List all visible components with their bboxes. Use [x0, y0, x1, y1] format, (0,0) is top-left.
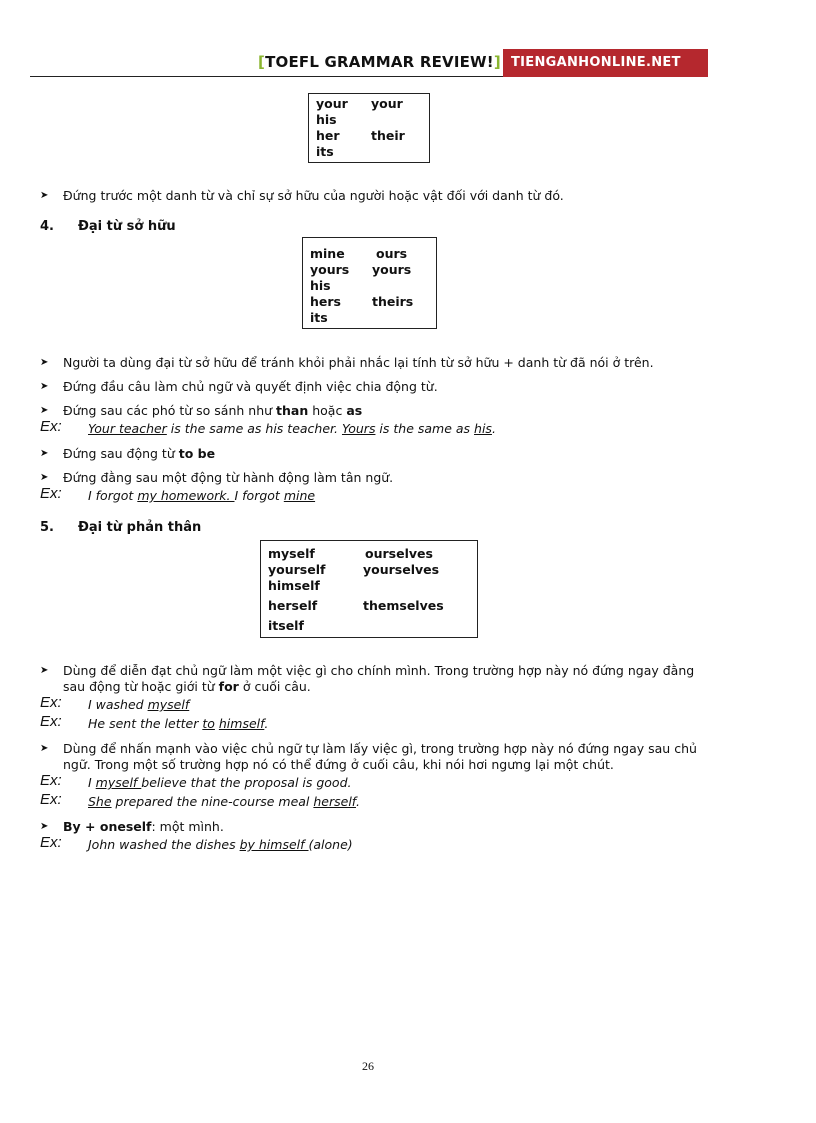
keyword: By + oneself — [63, 819, 152, 834]
table-cell: his — [310, 278, 331, 293]
bullet-arrow-icon: ➤ — [40, 190, 49, 201]
bullet-arrow-icon: ➤ — [40, 665, 49, 676]
bullet-arrow-icon: ➤ — [40, 472, 49, 483]
text-fragment: is the same as his teacher. — [166, 421, 342, 436]
bullet-text: Đứng trước một danh từ và chỉ sự sở hữu của người hoặc vật đối với danh từ đó. — [63, 188, 564, 203]
page-number: 26 — [362, 1059, 374, 1073]
section-title: Đại từ phản thân — [78, 520, 202, 535]
example-label: Ex: — [40, 418, 62, 435]
example-sentence — [88, 488, 315, 503]
keyword: as — [346, 403, 363, 418]
text-fragment: Đứng sau động từ — [63, 446, 179, 461]
table-cell: ours — [376, 246, 408, 261]
table-cell: your — [316, 96, 348, 111]
bullet-arrow-icon: ➤ — [40, 381, 49, 392]
example-label: Ex: — [40, 694, 62, 711]
text-fragment: He sent the letter — [88, 716, 203, 731]
text-fragment: : một mình. — [151, 819, 224, 834]
possessive-pronoun-table — [302, 237, 437, 329]
table-cell: herself — [268, 598, 318, 613]
bullet-text: Đứng đầu câu làm chủ ngữ và quyết định việc chia động từ. — [63, 379, 438, 394]
example-sentence — [88, 697, 189, 712]
keyword: to be — [178, 446, 216, 461]
text-fragment: (alone) — [308, 837, 353, 852]
example-sentence — [88, 421, 496, 436]
bullet-arrow-icon: ➤ — [40, 357, 49, 368]
table-cell: themselves — [363, 598, 444, 613]
text-fragment: . — [491, 421, 496, 436]
example-sentence — [88, 837, 353, 852]
underlined-word: my homework. — [137, 488, 235, 503]
table-cell: her — [316, 128, 340, 143]
bullet-text — [63, 818, 224, 835]
table-cell: yourselves — [363, 562, 440, 577]
site-badge: TIENGANHONLINE.NET — [503, 49, 708, 77]
underlined-word: mine — [283, 488, 316, 503]
table-cell: theirs — [372, 294, 414, 309]
section-title: Đại từ sở hữu — [78, 219, 176, 234]
bullet-text — [63, 445, 215, 462]
bullet-text: Đứng đằng sau một động từ hành động làm tân ngữ. — [63, 470, 394, 485]
table-cell: mine — [310, 246, 345, 261]
section-number: 4. — [40, 219, 54, 234]
example-label: Ex: — [40, 772, 62, 789]
text-fragment: ở cuối câu. — [238, 679, 311, 694]
underlined-word: Your teacher — [88, 421, 167, 436]
table-cell: hers — [310, 294, 341, 309]
underlined-word: herself — [313, 794, 356, 809]
bullet-text — [63, 678, 311, 695]
table-cell: your — [371, 96, 403, 111]
table-cell: his — [316, 112, 337, 127]
text-fragment: Đứng sau các phó từ so sánh như — [63, 403, 277, 418]
text-fragment: I forgot — [88, 488, 138, 503]
text-fragment: prepared the nine-course meal — [111, 794, 314, 809]
text-fragment: believe that the proposal is good. — [141, 775, 352, 790]
text-fragment: is the same as — [375, 421, 475, 436]
table-cell: ourselves — [365, 546, 433, 561]
bullet-arrow-icon: ➤ — [40, 821, 49, 832]
reflexive-pronoun-table — [260, 540, 478, 638]
text-fragment: John washed the dishes — [88, 837, 240, 852]
keyword: for — [218, 679, 239, 694]
table-cell: yourself — [268, 562, 326, 577]
underlined-word: myself — [147, 697, 190, 712]
example-label: Ex: — [40, 834, 62, 851]
bullet-text: Người ta dùng đại từ sở hữu để tránh khỏi phải nhắc lại tính từ sở hữu + danh từ đã nói ở trên. — [63, 355, 654, 370]
bullet-text — [63, 402, 362, 419]
possessive-adjective-table — [308, 93, 430, 163]
table-cell: itself — [268, 618, 304, 633]
bullet-arrow-icon: ➤ — [40, 743, 49, 754]
section-number: 5. — [40, 520, 54, 535]
table-cell: their — [371, 128, 405, 143]
table-cell: its — [310, 310, 328, 325]
table-cell: its — [316, 144, 334, 159]
table-cell: yours — [310, 262, 350, 277]
underlined-word: She — [88, 794, 112, 809]
bullet-text: ngữ. Trong một số trường hợp nó có thể đứng ở cuối câu, khi nói hơi ngưng lại một chút. — [63, 757, 614, 772]
example-sentence — [88, 794, 360, 809]
header-bracket-close: ] — [493, 53, 501, 71]
table-cell: myself — [268, 546, 315, 561]
underlined-word: Yours — [341, 421, 376, 436]
example-label: Ex: — [40, 791, 62, 808]
text-fragment: . — [264, 716, 269, 731]
header-title — [258, 53, 501, 71]
bullet-arrow-icon: ➤ — [40, 448, 49, 459]
example-label: Ex: — [40, 713, 62, 730]
table-cell: himself — [268, 578, 320, 593]
example-sentence — [88, 775, 351, 790]
underlined-word: myself — [95, 775, 142, 790]
header-divider — [30, 76, 503, 77]
text-fragment: hoặc — [308, 403, 347, 418]
text-fragment: sau động từ hoặc giới từ — [63, 679, 219, 694]
underlined-word: himself — [218, 716, 265, 731]
example-label: Ex: — [40, 485, 62, 502]
underlined-word: by himself — [239, 837, 309, 852]
underlined-word: his — [474, 421, 492, 436]
text-fragment: I — [88, 775, 96, 790]
bullet-arrow-icon: ➤ — [40, 405, 49, 416]
text-fragment: . — [355, 794, 360, 809]
table-cell: yours — [372, 262, 412, 277]
keyword: than — [276, 403, 309, 418]
header-bracket-open: [ — [258, 53, 266, 71]
text-fragment: I washed — [88, 697, 148, 712]
text-fragment: I forgot — [234, 488, 284, 503]
bullet-text: Dùng để diễn đạt chủ ngữ làm một việc gì cho chính mình. Trong trường hợp này nó đứng ngay đằng — [63, 663, 695, 678]
underlined-word: to — [202, 716, 215, 731]
header-title-text: TOEFL GRAMMAR REVIEW! — [265, 53, 494, 71]
bullet-text: Dùng để nhấn mạnh vào việc chủ ngữ tự làm lấy việc gì, trong trường hợp này nó đứng ngay sau chủ — [63, 741, 697, 756]
example-sentence — [88, 716, 268, 731]
